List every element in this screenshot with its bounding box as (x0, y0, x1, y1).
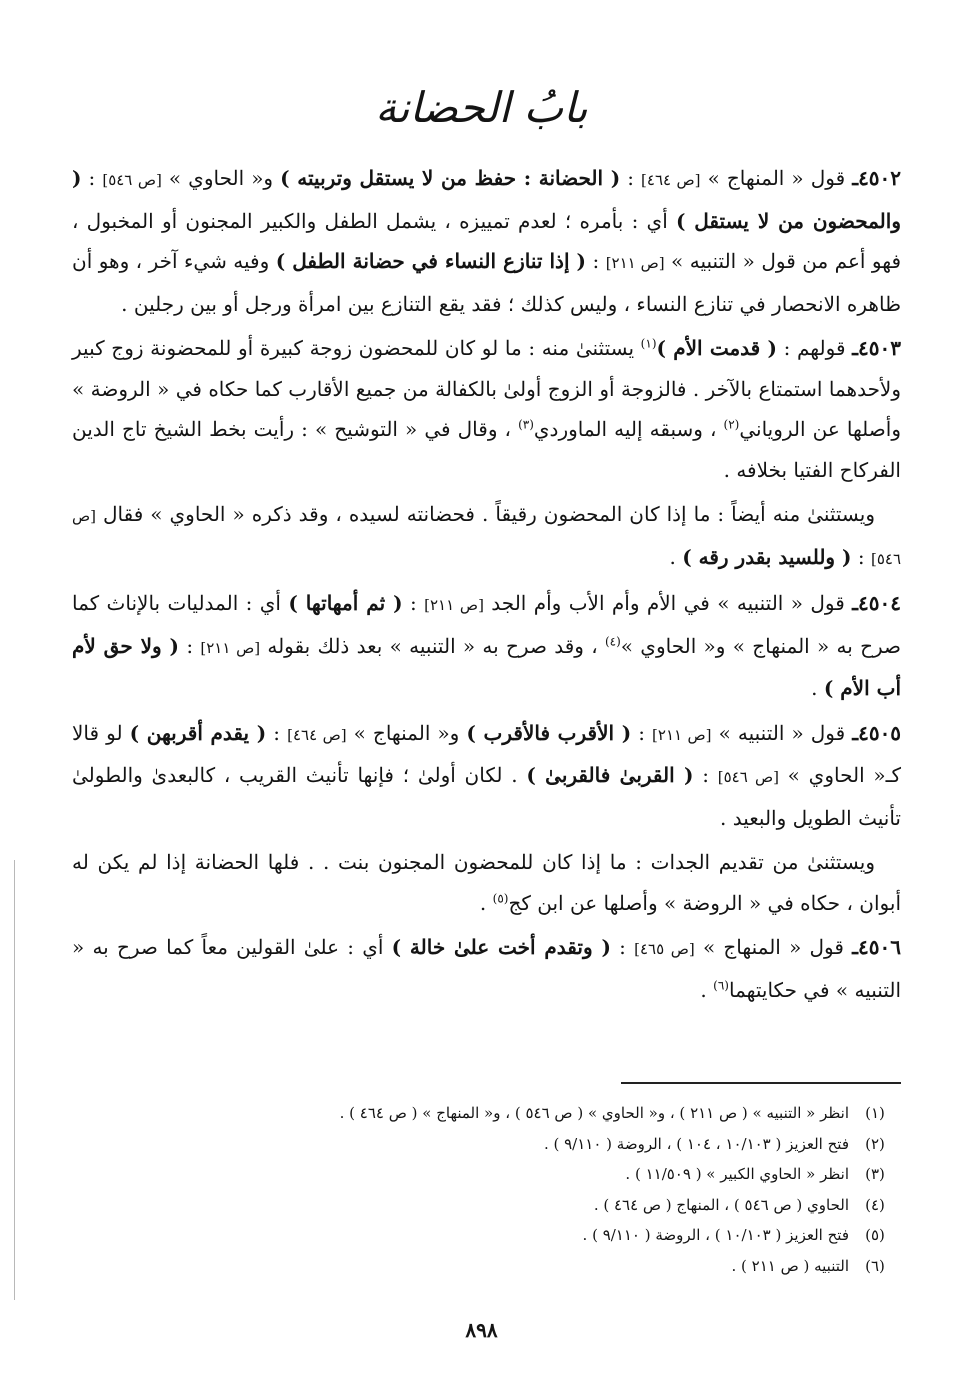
footnote-number: (٢) (865, 1134, 885, 1153)
issue-number: ٤٥٠٤ـ (852, 591, 901, 615)
scan-edge-line (14, 860, 15, 1300)
main-text (72, 158, 901, 1014)
text: . لكان أولىٰ ؛ فإنها تأنيث القريب ، كالبعدىٰ والطولىٰ تأنيث الطويل والبعيد . (72, 763, 901, 830)
text: : (179, 633, 201, 658)
footnote (120, 1251, 901, 1282)
footnote-number: (١) (865, 1104, 885, 1122)
text: قول « المنهاج » (694, 935, 853, 959)
footnote-number: (٤) (865, 1195, 885, 1214)
text: : (266, 720, 288, 745)
page-reference: [ص ٥٤٦] (102, 171, 162, 189)
text: : (610, 935, 635, 959)
paragraph-exception-slave (72, 494, 901, 579)
page-reference: [ص ٢١١] (605, 254, 665, 272)
text: لو قالا كـ« الحاوي » (72, 720, 901, 787)
text: : (693, 763, 718, 787)
issue-number: ٤٥٠٢ـ (852, 166, 902, 190)
text: أي : علىٰ القولين معاً كما صرح به « التنبيه » في حكايتهما (72, 935, 901, 1002)
footnote-text: انظر « الحاوي الكبير » ( ١١/٥٠٩ ) . (625, 1165, 849, 1183)
text: قول « التنبيه » (711, 720, 853, 745)
quoted-text: ( الحضانة : حفظ من لا يستقل وتربيته ) (280, 166, 621, 190)
paragraph-4505 (72, 713, 901, 839)
paragraph-4506 (72, 927, 901, 1010)
text: وفيه شيء آخر ، وهو أن ظاهره الانحصار في تنازع النساء ، وليس كذلك ؛ فقد يقع التنازع بين امرأة ورجل أو بين رجلين . (72, 249, 901, 316)
footnote-marker: (٦) (713, 977, 729, 992)
footnote (120, 1098, 901, 1129)
chapter-title: بابُ الحضانة (375, 83, 588, 132)
issue-number: ٤٥٠٥ـ (852, 720, 902, 745)
text: . (669, 544, 683, 569)
quoted-text: ( الأقرب فالأقرب ) (466, 720, 632, 745)
text: : (81, 166, 103, 190)
page-reference: [ص ٢١١] (652, 725, 712, 744)
text: : (851, 544, 871, 569)
text: أي : المدليات بالإناث كما صرح به « المنهاج » و« الحاوي » (72, 591, 902, 658)
text: : (631, 720, 653, 745)
text: . (700, 977, 714, 1002)
text: قول « التنبيه » في الأم وأم الأب وأم الجد (483, 591, 853, 615)
text: و« المنهاج » (346, 720, 467, 745)
text: . (479, 890, 493, 915)
page-reference: [ص ٢١١] (424, 596, 484, 614)
text: أي : بأمره ؛ لعدم تمييزه ، يشمل الطفل والكبير المجنون أو المخبول ، فهو أعم من قول « التنبيه » (72, 208, 902, 273)
paragraph-4503 (72, 328, 901, 490)
text: ويستثنىٰ من تقديم الجدات : ما إذا كان للمحضون المجنون بنت . . فلها الحضانة إذا لم يكن له أبوان ، حكاه في « الروضة » وأصلها عن ابن كج (72, 850, 901, 915)
page-reference: [ص ٢١١] (200, 638, 261, 657)
page-reference: [ص ٤٦٥] (634, 940, 695, 958)
text: قول « المنهاج » (700, 166, 853, 190)
footnotes (120, 1098, 901, 1281)
footnote-marker: (٤) (604, 633, 621, 648)
text: : (402, 591, 425, 615)
quoted-text: ( إذا تنازع النساء في حضانة الطفل ) (275, 249, 587, 273)
footnote-text: الحاوي ( ص ٥٤٦ ) ، المنهاج ( ص ٤٦٤ ) . (593, 1195, 849, 1214)
text: ، وقد صرح به « التنبيه » بعد ذلك بقوله (260, 633, 605, 658)
text: ويستثنىٰ منه أيضاً : ما إذا كان المحضون رقيقاً . فحضانته لسيده ، وقد ذكره « الحاوي » فقال (96, 502, 876, 526)
footnote-marker: (٣) (518, 417, 534, 432)
quoted-text: ( والمحضون من لا يستقل ) (72, 166, 901, 233)
page-number: ٨٩٨ (465, 1318, 498, 1342)
paragraph-4504 (72, 583, 901, 709)
text: ، وسبقه إليه الماوردي (533, 417, 724, 441)
text: و« الحاوي » (161, 166, 281, 190)
footnote-text: فتح العزيز ( ١٠/١٠٣ ) ، الروضة ( ٩/١١٠ ) . (582, 1226, 849, 1244)
text: : (620, 166, 642, 190)
quoted-text: ( يقدم أقربهن ) (129, 720, 267, 745)
paragraph-4502 (72, 158, 901, 324)
page-reference: [ص ٤٦٤] (641, 171, 701, 189)
page-reference: [ص ٥٤٦] (717, 768, 779, 786)
footnote-number: (٦) (865, 1256, 885, 1275)
quoted-text: ( ثم أمهاتها ) (288, 591, 403, 615)
issue-number: ٤٥٠٣ـ (852, 336, 901, 360)
footnote-marker: (٥) (492, 890, 509, 905)
quoted-text: ( وتقدم أخت علىٰ خالة ) (391, 935, 611, 959)
footnote (120, 1190, 901, 1221)
text: يستثنىٰ منه : ما لو كان للمحضون زوجة كبيرة أو للمحضونة زوج كبير ولأحدهما استمتاع بالآخر . فالزوجة أو الزوج أولىٰ بالكفالة من جميع الأقارب كما حكاه في « الروضة » وأصلها عن الروياني (72, 336, 902, 441)
text: : (586, 249, 606, 273)
footnote-text: التنبيه ( ص ٢١١ ) . (731, 1256, 849, 1275)
text: ، وقال في « التوشيح » : رأيت بخط الشيخ تاج الدين الفركاح الفتيا بخلافه . (72, 417, 901, 482)
page-reference: [ص ٥٤٦] (72, 507, 901, 568)
footnote-number: (٣) (865, 1165, 885, 1183)
text: . (811, 676, 824, 700)
paragraph-exception-daughter (72, 842, 901, 923)
quoted-text: ( وللسيد بقدر رقه ) (682, 544, 852, 569)
footnote-text: فتح العزيز ( ١٠/١٠٣ ، ١٠٤ ) ، الروضة ( ٩/١١٠ ) . (543, 1134, 849, 1153)
quoted-text: ( القربىٰ فالقربىٰ ) (526, 763, 694, 787)
footnote-marker: (٢) (723, 417, 740, 432)
text: قولهم : (776, 336, 853, 360)
footnote-number: (٥) (865, 1226, 885, 1244)
footnote-separator (621, 1082, 901, 1084)
footnote-text: انظر « التنبيه » ( ص ٢١١ ) ، و« الحاوي » ( ص ٥٤٦ ) ، و« المنهاج » ( ص ٤٦٤ ) . (339, 1104, 849, 1122)
issue-number: ٤٥٠٦ـ (852, 935, 901, 959)
quoted-text: ( قدمت الأم ) (656, 336, 777, 360)
page-reference: [ص ٤٦٤] (287, 725, 347, 744)
footnote (120, 1129, 901, 1160)
footnote-marker: (١) (640, 336, 657, 351)
quoted-text: ( ولا حق لأم أب الأم ) (72, 633, 901, 700)
footnote (120, 1220, 901, 1251)
footnote (120, 1159, 901, 1190)
